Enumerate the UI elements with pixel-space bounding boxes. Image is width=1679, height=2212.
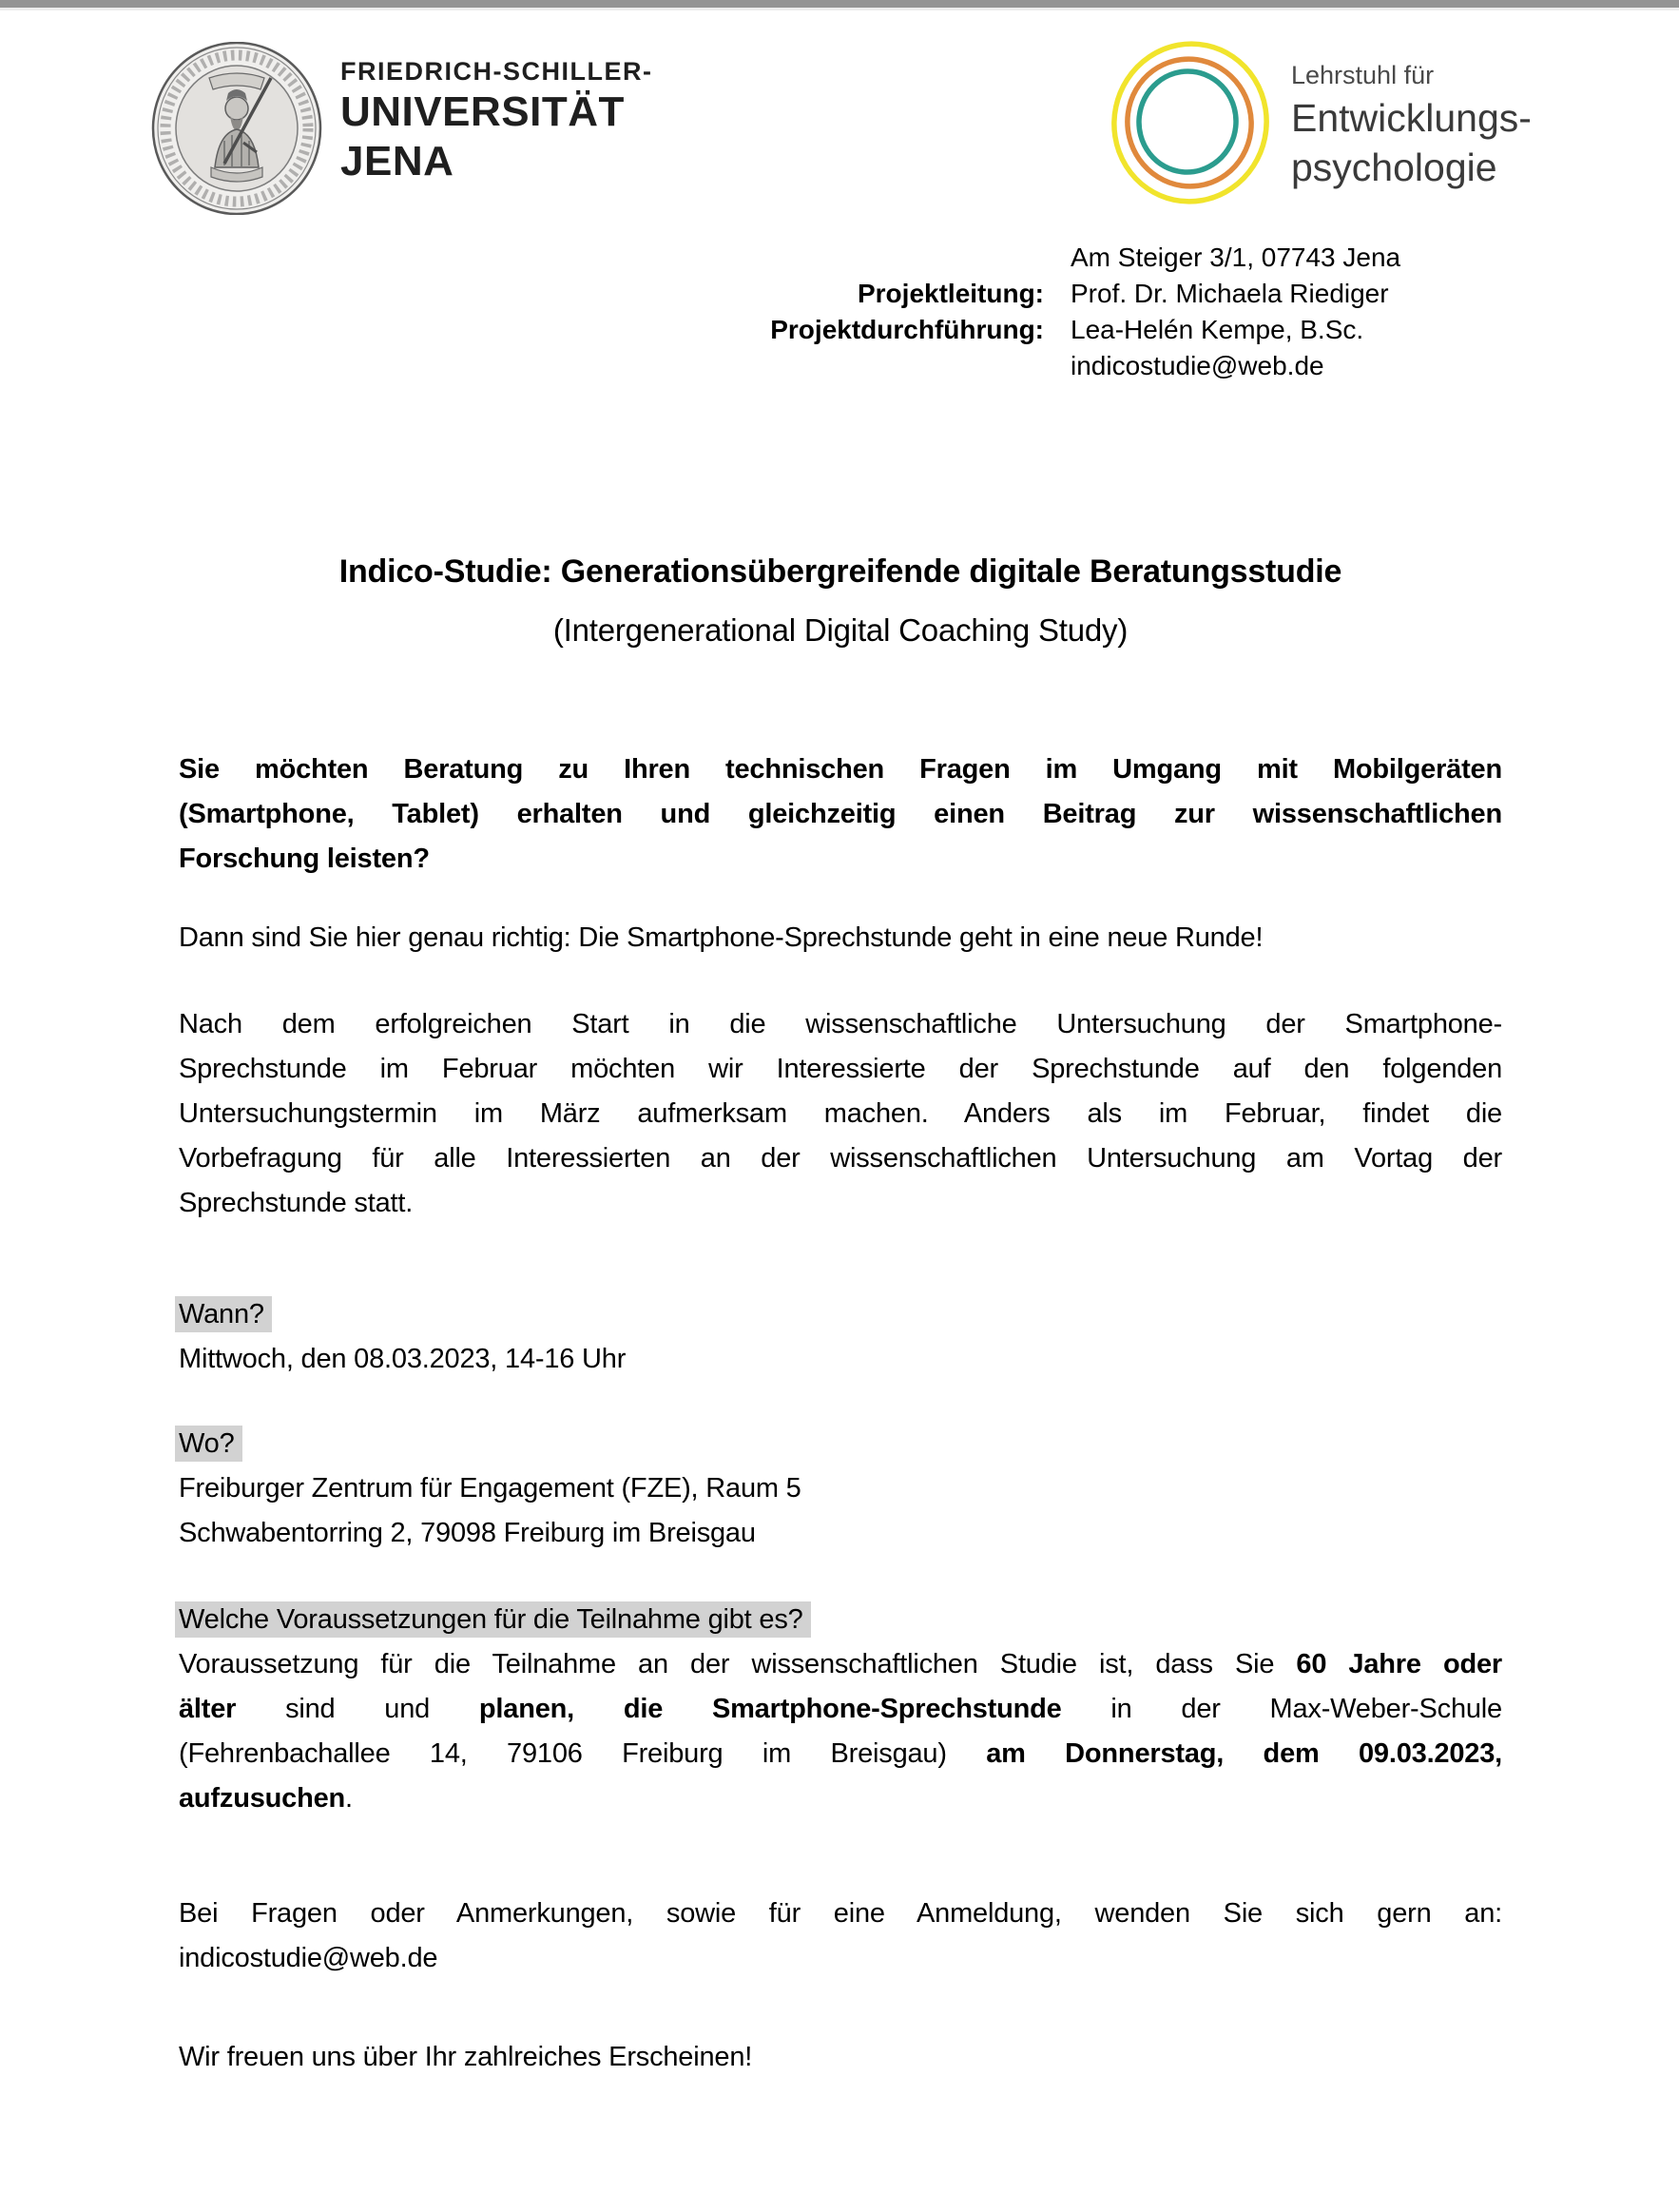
contact-address: Am Steiger 3/1, 07743 Jena	[1071, 243, 1401, 272]
intro-paragraph	[179, 747, 1502, 882]
requirements-bold-older: älter	[179, 1694, 237, 1724]
requirements-bold-date: am Donnerstag, dem 09.03.2023,	[986, 1738, 1502, 1769]
where-line-2: Schwabentorring 2, 79098 Freiburg im Breisgau	[179, 1518, 756, 1548]
requirements-text: .	[345, 1783, 353, 1814]
requirements-line-2	[179, 1687, 1502, 1732]
march-info-paragraph	[179, 1002, 1502, 1226]
document-title-block	[179, 542, 1502, 660]
march-line-1: Nach dem erfolgreichen Start in die wissenschaftliche Untersuchung der Smartphone-	[179, 1009, 1502, 1039]
when-heading-line	[179, 1292, 1502, 1337]
requirements-line-4	[179, 1776, 1502, 1821]
document-body	[179, 0, 1502, 2080]
new-round-line: Dann sind Sie hier genau richtig: Die Smartphone-Sprechstunde geht in eine neue Runde!	[179, 922, 1264, 953]
when-text: Mittwoch, den 08.03.2023, 14-16 Uhr	[179, 1344, 627, 1374]
chair-name-line2: psychologie	[1291, 146, 1497, 189]
contact-note-email: indicostudie@web.de	[179, 1943, 438, 1973]
requirements-text: in der Max-Weber-Schule	[1061, 1694, 1502, 1724]
requirements-section	[179, 1598, 1502, 1821]
project-lead-value: Prof. Dr. Michaela Riediger	[1071, 279, 1389, 308]
project-conduct-label: Projektdurchführung:	[770, 315, 1044, 344]
contact-email: indicostudie@web.de	[1071, 351, 1324, 380]
march-line-5: Sprechstunde statt.	[179, 1188, 414, 1218]
new-round-paragraph	[179, 916, 1502, 960]
requirements-bold-age: 60 Jahre oder	[1296, 1649, 1502, 1679]
requirements-heading: Welche Voraussetzungen für die Teilnahme gibt es?	[175, 1601, 811, 1638]
university-name-line1: FRIEDRICH-SCHILLER-	[340, 57, 653, 86]
closing-line: Wir freuen uns über Ihr zahlreiches Erscheinen!	[179, 2042, 753, 2072]
march-line-3: Untersuchungstermin im März aufmerksam machen. Anders als im Februar, findet die	[179, 1098, 1502, 1129]
closing-paragraph	[179, 2035, 1502, 2080]
project-lead-label: Projektleitung:	[857, 279, 1044, 308]
requirements-heading-line	[179, 1598, 1502, 1642]
requirements-text: sind und	[236, 1694, 479, 1724]
where-section	[179, 1422, 1502, 1556]
when-section	[179, 1292, 1502, 1382]
contact-note-line-1: Bei Fragen oder Anmerkungen, sowie für eine Anmeldung, wenden Sie sich gern an:	[179, 1898, 1502, 1929]
chair-subtitle: Lehrstuhl für	[1291, 61, 1435, 89]
chair-name-line1: Entwicklungs-	[1291, 96, 1532, 140]
university-name-line3: JENA	[340, 138, 454, 184]
intro-line-3: Forschung leisten?	[179, 844, 430, 874]
page-subtitle: (Intergenerational Digital Coaching Study)	[552, 612, 1129, 648]
contact-note-paragraph	[179, 1892, 1502, 1981]
requirements-text: Voraussetzung für die Teilnahme an der wissenschaftlichen Studie ist, dass Sie	[179, 1649, 1297, 1679]
where-heading: Wo?	[175, 1426, 242, 1462]
project-conduct-value: Lea-Helén Kempe, B.Sc.	[1071, 315, 1364, 344]
intro-line-2: (Smartphone, Tablet) erhalten und gleichzeitig einen Beitrag zur wissenschaftlichen	[179, 799, 1502, 829]
where-heading-line	[179, 1422, 1502, 1466]
page-title: Indico-Studie: Generationsübergreifende digitale Beratungsstudie	[338, 553, 1342, 590]
when-heading: Wann?	[175, 1296, 272, 1332]
march-line-4: Vorbefragung für alle Interessierten an der wissenschaftlichen Untersuchung am Vortag der	[179, 1143, 1502, 1174]
requirements-line-3	[179, 1732, 1502, 1776]
where-line-1: Freiburger Zentrum für Engagement (FZE), Raum 5	[179, 1473, 801, 1504]
requirements-text: (Fehrenbachallee 14, 79106 Freiburg im Breisgau)	[179, 1738, 987, 1769]
intro-line-1: Sie möchten Beratung zu Ihren technischen Fragen im Umgang mit Mobilgeräten	[179, 754, 1502, 785]
march-line-2: Sprechstunde im Februar möchten wir Interessierte der Sprechstunde auf den folgenden	[179, 1054, 1502, 1084]
university-name-line2: UNIVERSITÄT	[340, 88, 625, 135]
requirements-bold-plan: planen, die Smartphone-Sprechstunde	[478, 1694, 1062, 1724]
requirements-bold-visit: aufzusuchen	[179, 1783, 346, 1814]
requirements-line-1	[179, 1642, 1502, 1687]
